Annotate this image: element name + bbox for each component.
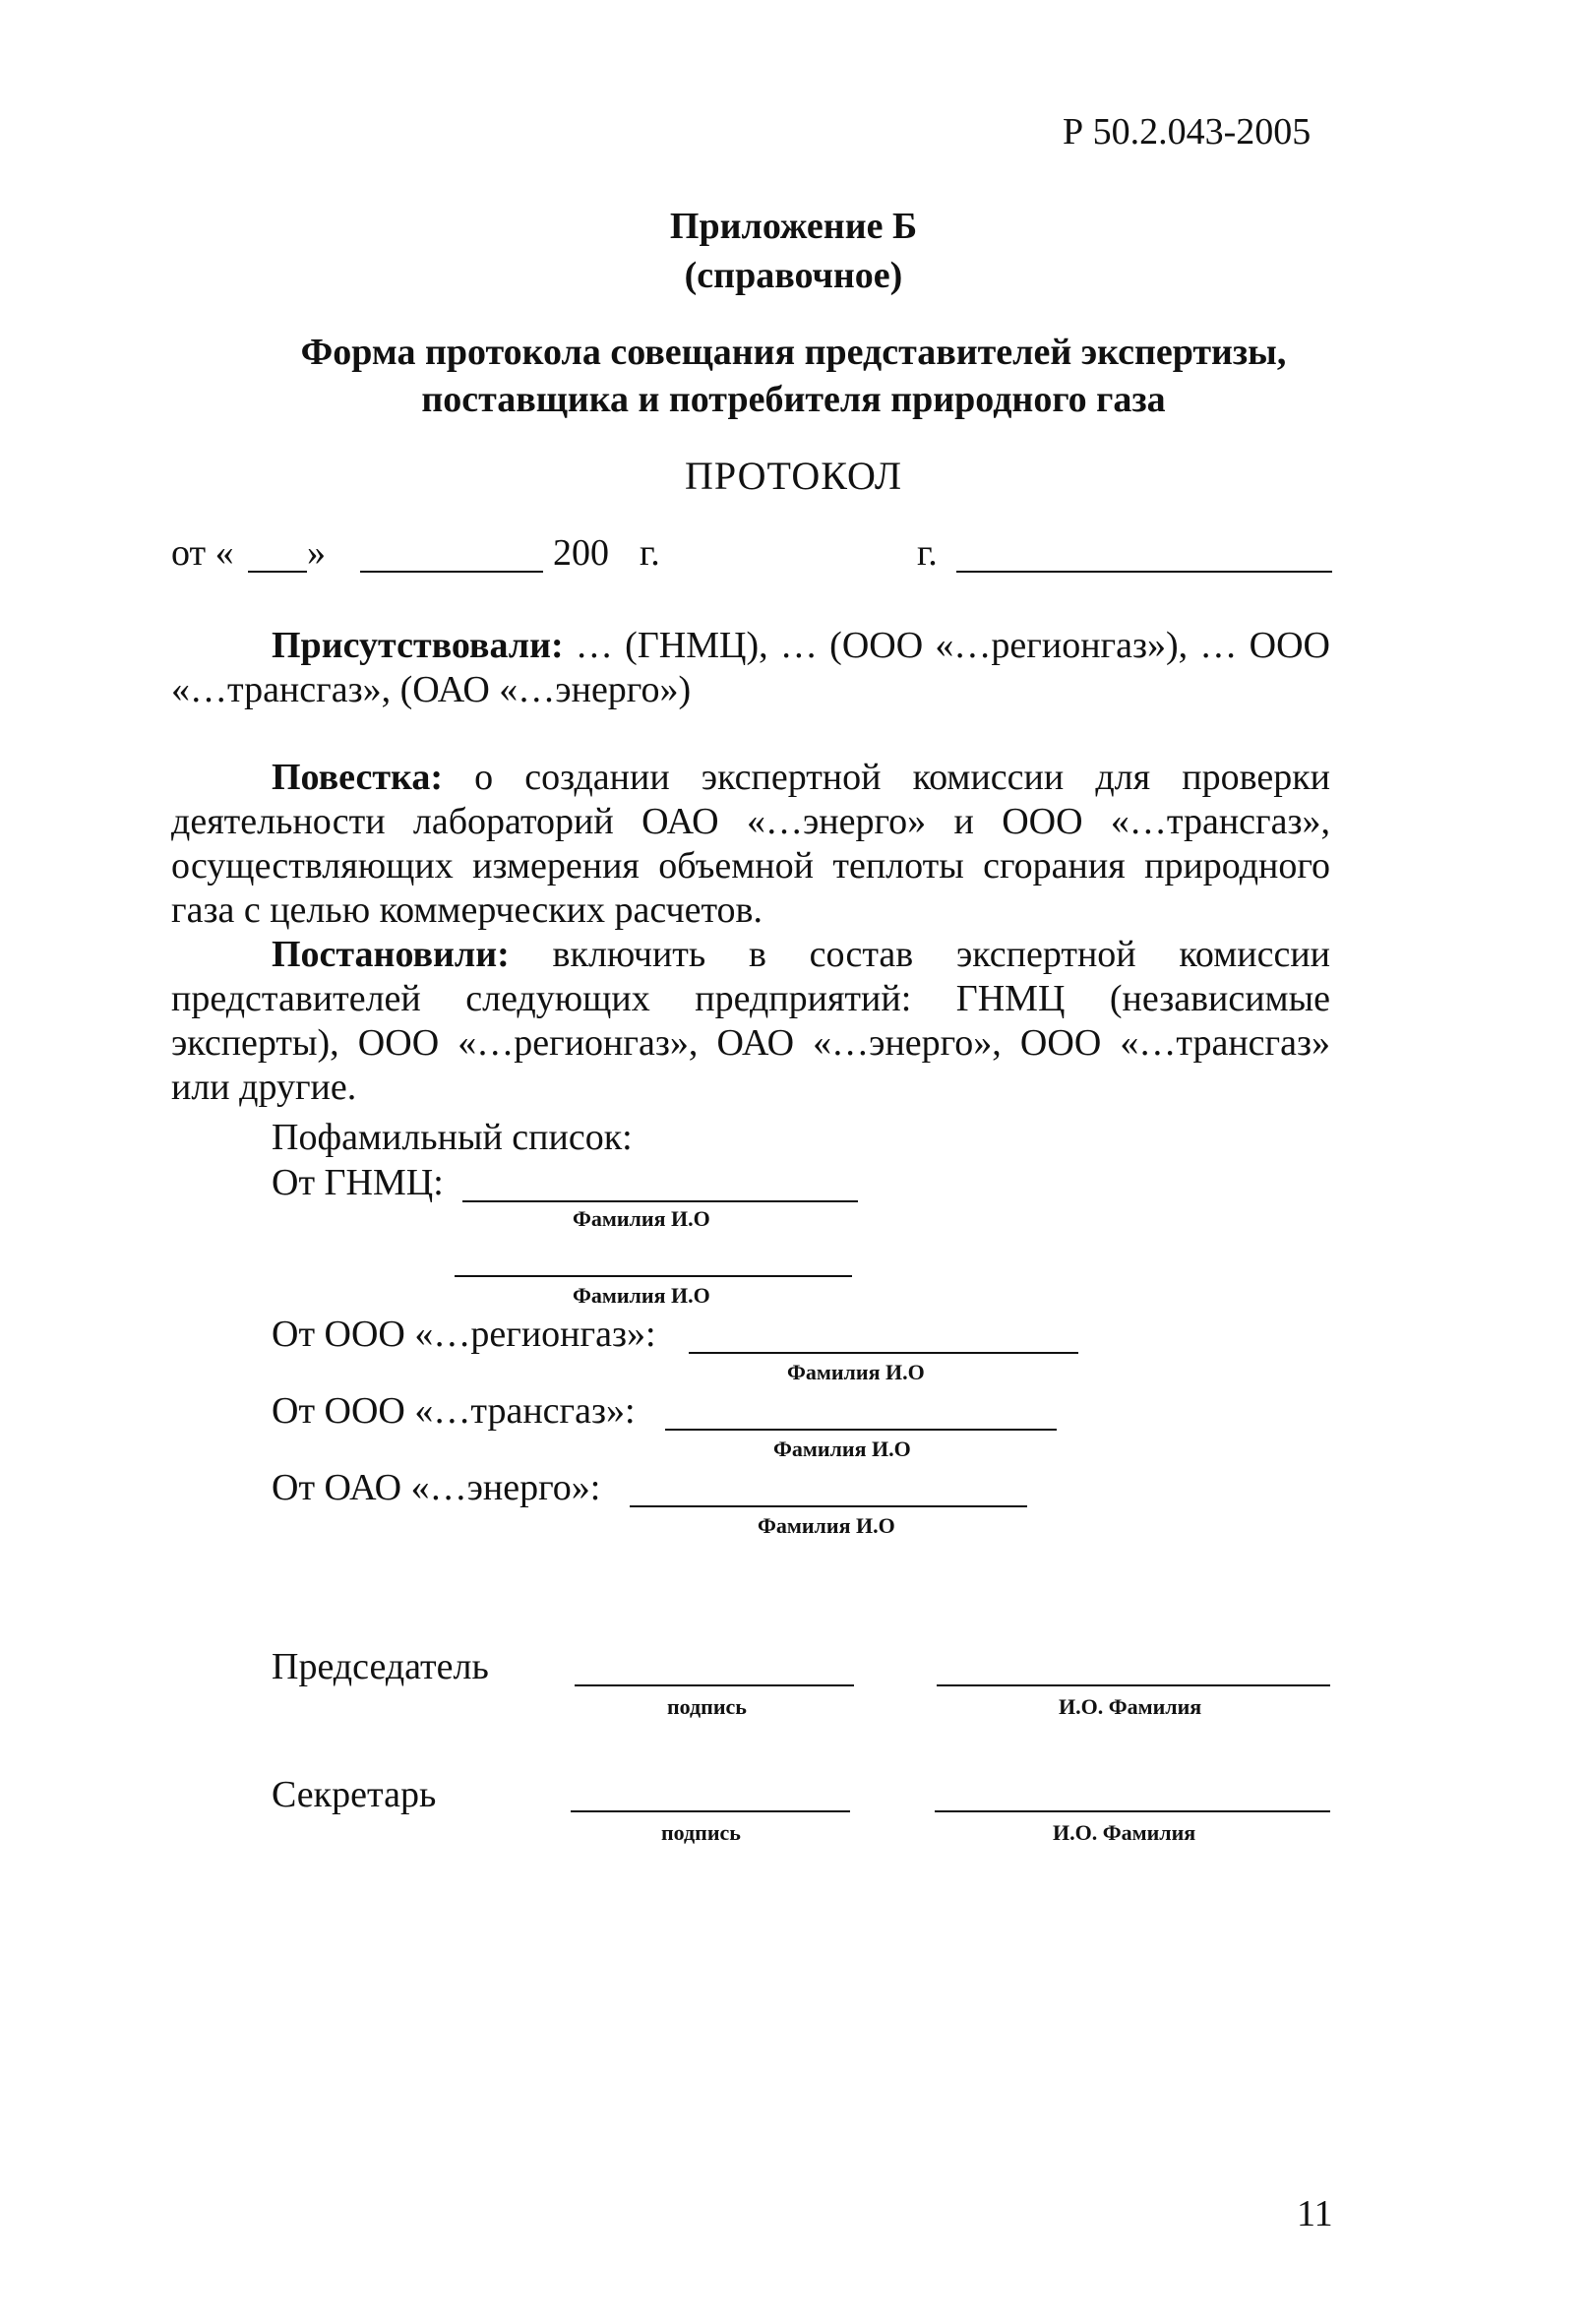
city-prefix: г. bbox=[917, 532, 938, 574]
attended-text: … (ГНМЦ), … (ООО «…регионгаз»), … ООО «…трансгаз», (ОАО «…энерго») bbox=[171, 625, 1330, 710]
secretary-label: Секретарь bbox=[272, 1774, 437, 1815]
transgaz-name-caption: Фамилия И.О bbox=[773, 1437, 911, 1461]
agenda-paragraph bbox=[171, 756, 1330, 933]
chairman-name-line bbox=[937, 1684, 1330, 1686]
energo-name-caption: Фамилия И.О bbox=[758, 1513, 895, 1538]
list-title: Пофамильный список: bbox=[272, 1117, 633, 1158]
transgaz-label: От ООО «…трансгаз»: bbox=[272, 1390, 636, 1432]
secretary-signature-line bbox=[571, 1810, 850, 1812]
page-number: 11 bbox=[1297, 2193, 1333, 2234]
agenda-label: Повестка: bbox=[272, 757, 443, 798]
regiongaz-name-caption: Фамилия И.О bbox=[787, 1360, 925, 1384]
date-year-suffix: г. bbox=[640, 532, 660, 574]
document-code: Р 50.2.043-2005 bbox=[1063, 111, 1312, 153]
agenda-text: о создании экспертной комиссии для проверки деятельности лабораторий ОАО «…энерго» и ООО «…трансгаз», осуществляющих измерения объемной теплоты сгорания природного газа с целью коммерческих расчетов. bbox=[171, 757, 1330, 931]
gnmc-name-line-1 bbox=[462, 1200, 858, 1202]
form-title-line-1: Форма протокола совещания представителей экспертизы, bbox=[300, 332, 1287, 373]
chairman-signature-caption: подпись bbox=[667, 1694, 747, 1719]
chairman-signature-line bbox=[575, 1684, 854, 1686]
protocol-title: ПРОТОКОЛ bbox=[684, 454, 902, 498]
regiongaz-name-line bbox=[689, 1352, 1078, 1354]
decided-label: Постановили: bbox=[272, 934, 510, 975]
date-day-blank bbox=[248, 571, 307, 573]
decided-text: включить в состав экспертной комиссии представителей следующих предприятий: ГНМЦ (независимые эксперты), ООО «…регионгаз», ОАО «…энерго», ООО «…трансгаз» или другие. bbox=[171, 934, 1330, 1108]
attended-label: Присутствовали: bbox=[272, 625, 564, 666]
date-quote-close: » bbox=[307, 532, 326, 574]
attended-paragraph bbox=[171, 624, 1330, 712]
energo-label: От ОАО «…энерго»: bbox=[272, 1467, 601, 1508]
date-year: 200 bbox=[553, 532, 609, 574]
date-prefix: от « bbox=[171, 532, 234, 574]
secretary-name-line bbox=[935, 1810, 1330, 1812]
regiongaz-label: От ООО «…регионгаз»: bbox=[272, 1314, 656, 1355]
appendix-title: Приложение Б bbox=[669, 206, 918, 247]
transgaz-name-line bbox=[665, 1429, 1057, 1431]
secretary-signature-caption: подпись bbox=[661, 1820, 741, 1845]
chairman-label: Председатель bbox=[272, 1646, 489, 1687]
gnmc-name-caption-1: Фамилия И.О bbox=[573, 1206, 710, 1231]
gnmc-name-line-2 bbox=[455, 1275, 852, 1277]
appendix-type: (справочное) bbox=[684, 255, 903, 296]
decided-paragraph bbox=[171, 933, 1330, 1110]
energo-name-line bbox=[630, 1505, 1027, 1507]
date-month-blank bbox=[360, 571, 543, 573]
city-blank bbox=[956, 571, 1332, 573]
gnmc-label: От ГНМЦ: bbox=[272, 1162, 444, 1203]
chairman-name-caption: И.О. Фамилия bbox=[1059, 1694, 1202, 1719]
secretary-name-caption: И.О. Фамилия bbox=[1053, 1820, 1196, 1845]
form-title-line-2: поставщика и потребителя природного газа bbox=[421, 379, 1166, 420]
gnmc-name-caption-2: Фамилия И.О bbox=[573, 1283, 710, 1308]
